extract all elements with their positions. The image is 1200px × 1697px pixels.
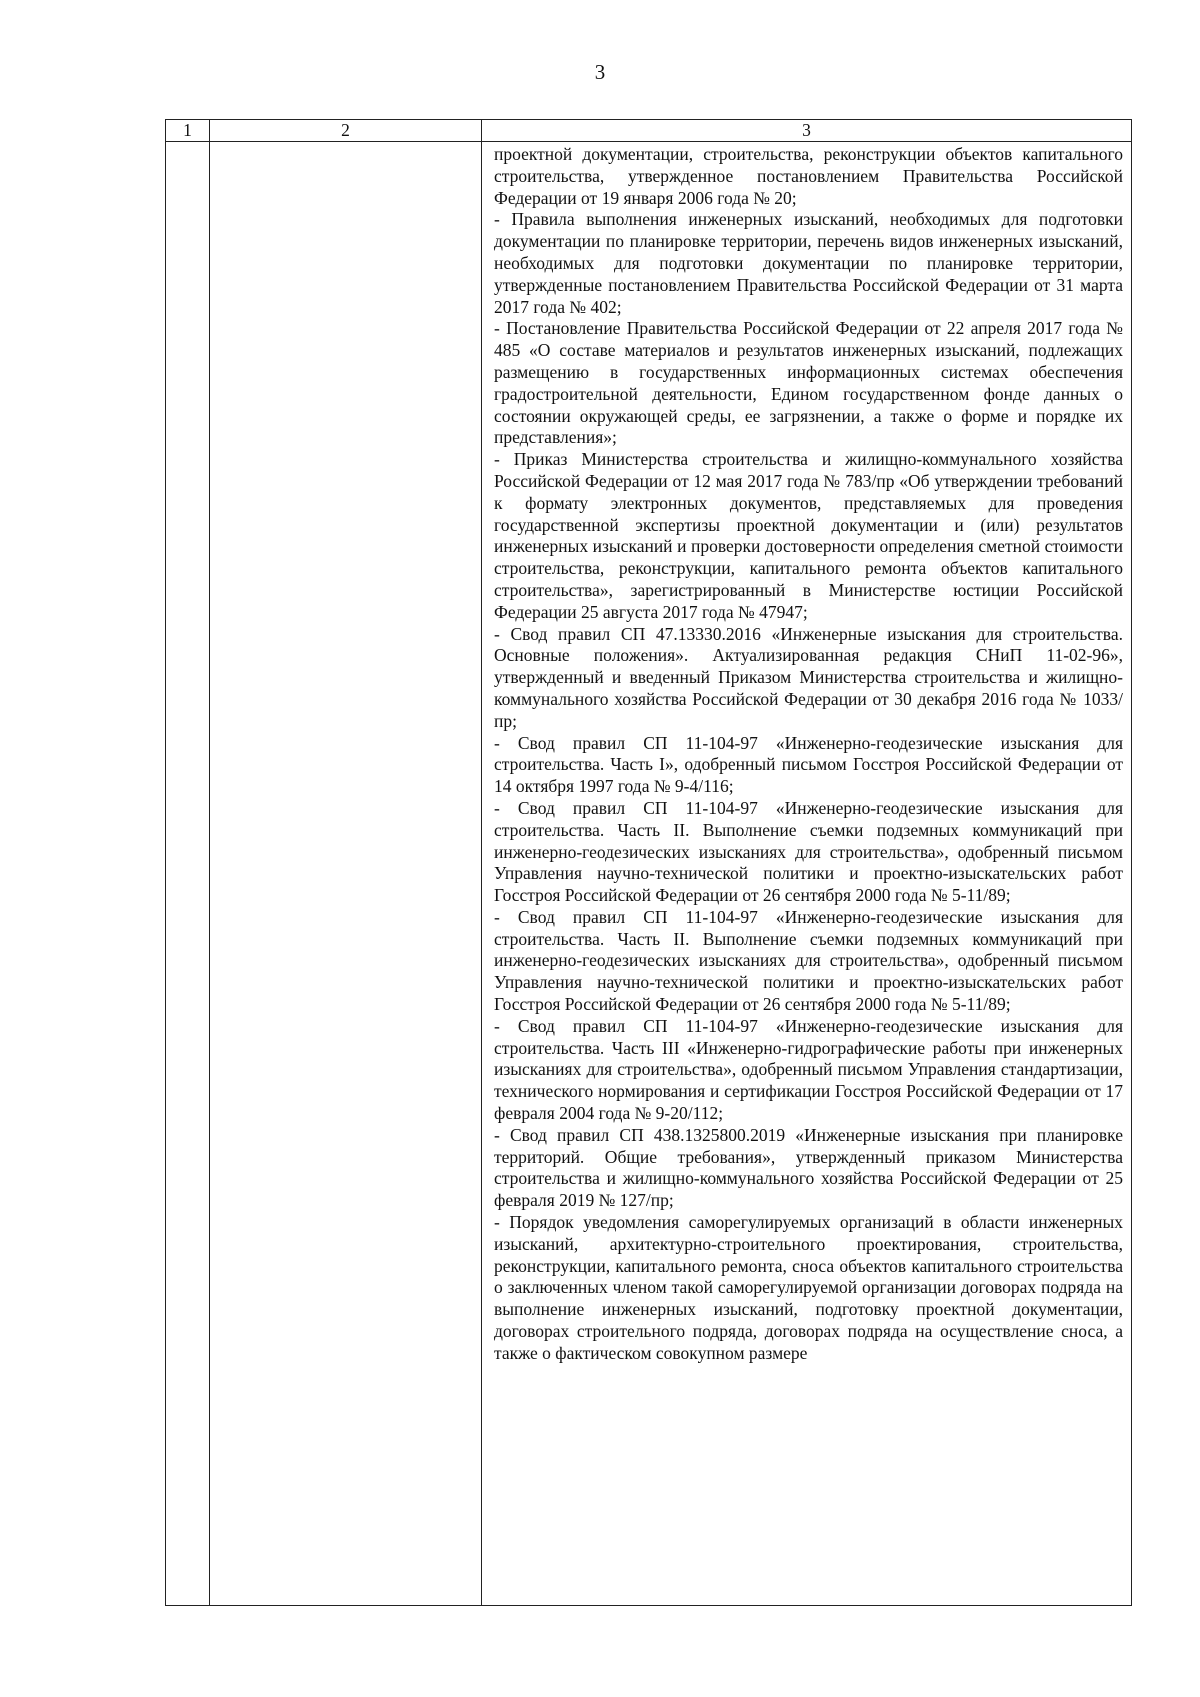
table-row [166, 142, 1132, 1606]
list-item: - Свод правил СП 438.1325800.2019 «Инженерные изыскания при планировке территорий. Общие требования», утвержденный приказом Министерства строительства и жилищно-коммунального хозяйства Российской Федерации от 25 февраля 2019 № 127/пр; [494, 1124, 1123, 1211]
cell-column-3 [482, 142, 1132, 1606]
list-item: - Свод правил СП 11-104-97 «Инженерно-геодезические изыскания для строительства. Часть II. Выполнение съемки подземных коммуникаций при инженерно-геодезических изысканиях для строительства», одобренный письмом Управления научно-технической политики и проектно-изыскательских работ Госстроя Российской Федерации от 26 сентября 2000 года № 5-11/89; [494, 906, 1123, 1015]
list-item: - Порядок уведомления саморегулируемых организаций в области инженерных изысканий, архитектурно-строительного проектирования, строительства, реконструкции, капитального ремонта, сноса объектов капитального строительства о заключенных членом такой саморегулируемой организации договорах подряда на выполнение инженерных изысканий, подготовку проектной документации, договорах строительного подряда, договорах подряда на осуществление сноса, а также о фактическом совокупном размере [494, 1212, 1123, 1363]
column-header-2: 2 [210, 120, 482, 142]
list-item: - Свод правил СП 11-104-97 «Инженерно-геодезические изыскания для строительства. Часть III «Инженерно-гидрографические работы при инженерных изысканиях для строительства», одобренный письмом Управления стандартизации, технического нормирования и сертификации Госстроя Российской Федерации от 17 февраля 2004 года № 9-20/112; [494, 1015, 1123, 1124]
page-number: 3 [594, 60, 606, 84]
cell-column-1 [166, 142, 210, 1606]
table-header-row [166, 120, 1132, 142]
column-header-3: 3 [482, 120, 1132, 142]
cell-column-2 [210, 142, 482, 1606]
list-item: - Свод правил СП 11-104-97 «Инженерно-геодезические изыскания для строительства. Часть II. Выполнение съемки подземных коммуникаций при инженерно-геодезических изысканиях для строительства», одобренный письмом Управления научно-технической политики и проектно-изыскательских работ Госстроя Российской Федерации от 26 сентября 2000 года № 5-11/89; [494, 797, 1123, 906]
list-item: - Правила выполнения инженерных изысканий, необходимых для подготовки документации по планировке территории, перечень видов инженерных изысканий, необходимых для подготовки документации по планировке территории, утвержденные постановлением Правительства Российской Федерации от 31 марта 2017 года № 402; [494, 209, 1123, 317]
requirements-list [482, 142, 1131, 1365]
list-item: - Приказ Министерства строительства и жилищно-коммунального хозяйства Российской Федерации от 12 мая 2017 года № 783/пр «Об утверждении требований к формату электронных документов, представляемых для проведения государственной экспертизы проектной документации и (или) результатов инженерных изысканий и проверки достоверности определения сметной стоимости строительства, реконструкции, капитального ремонта объектов капитального строительства», зарегистрированный в Министерстве юстиции Российской Федерации 25 августа 2017 года № 47947; [494, 449, 1123, 622]
list-item: - Свод правил СП 47.13330.2016 «Инженерные изыскания для строительства. Основные положения». Актуализированная редакция СНиП 11-02-96», утвержденный и введенный Приказом Министерства строительства и жилищно-коммунального хозяйства Российской Федерации от 30 декабря 2016 года № 1033/пр; [494, 623, 1123, 731]
column-header-1: 1 [166, 120, 210, 142]
list-item: - Постановление Правительства Российской Федерации от 22 апреля 2017 года № 485 «О составе материалов и результатов инженерных изысканий, подлежащих размещению в государственных информационных системах обеспечения градостроительной деятельности, Едином государственном фонде данных о состоянии окружающей среды, ее загрязнении, а также о форме и порядке их представления»; [494, 318, 1123, 448]
list-item: - Свод правил СП 11-104-97 «Инженерно-геодезические изыскания для строительства. Часть I», одобренный письмом Госстроя Российской Федерации от 14 октября 1997 года № 9-4/116; [494, 732, 1123, 797]
document-table [165, 119, 1132, 1606]
list-item: проектной документации, строительства, реконструкции объектов капитального строительства, утвержденное постановлением Правительства Российской Федерации от 19 января 2006 года № 20; [494, 144, 1123, 208]
